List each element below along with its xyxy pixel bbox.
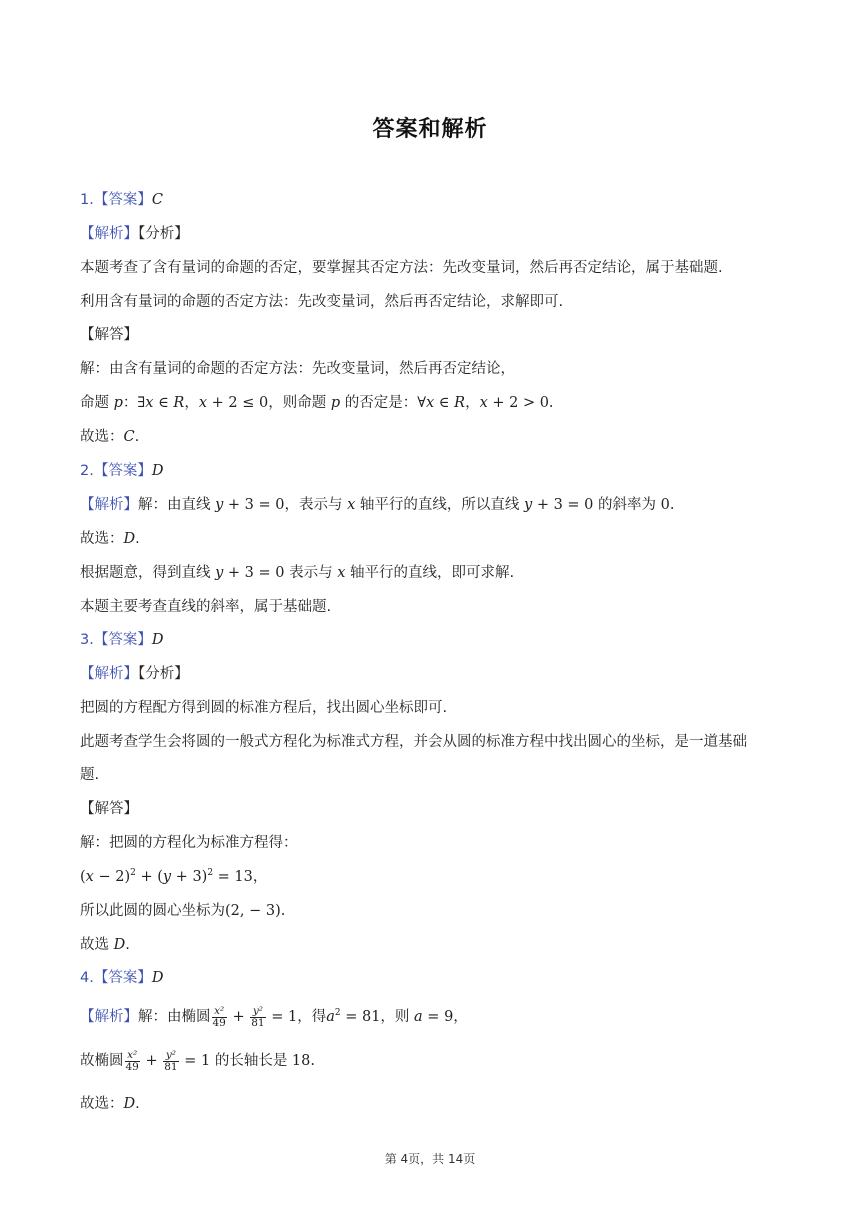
q1-line2: 利用含有量词的命题的否定方法：先改变量词，然后再否定结论，求解即可. [80,294,564,310]
q3-analysis-header [80,663,780,685]
q2-answer: D [151,463,164,479]
q3-line7-seg: . [125,937,130,953]
q3-line1: 把圆的方程配方得到圆的标准方程后，找出圆心坐标即可. [80,700,448,716]
page-footer: 第 4页，共 14页 [384,1152,476,1166]
q3-analysis-tag: 【解析】 [80,666,138,682]
q1-jieda-tag: 【解答】 [80,327,138,343]
q4-answer-tag: 【答案】 [93,970,152,986]
q4-line2 [80,1048,780,1074]
exponent: 2 [207,868,214,879]
q3-line5-seg: + 3) [171,869,208,885]
var-x: x [198,395,208,411]
q4-line1-seg: 解：由椭圆 [138,1009,211,1025]
q4-number: 4. [80,970,94,986]
q2-line1-seg: 轴平行的直线，所以直线 [355,497,525,513]
q1-line5-seg: 故选： [80,429,124,445]
fraction-x2-49 [212,1006,227,1029]
fraction-denominator: 49 [212,1016,226,1029]
q2-number: 2. [80,463,94,479]
q2-line1-seg: + 3 = 0 的斜率为 0. [532,497,675,513]
q3-line3: 题. [80,767,100,783]
q3-line6-seg: 所以此圆的圆心坐标为 [80,903,225,919]
var-a: a [414,1009,423,1025]
q3-jieda-tag: 【解答】 [80,801,138,817]
q2-line3-seg: 轴平行的直线，即可求解. [345,565,515,581]
fraction-y2-81 [163,1050,178,1073]
var-y: y [524,497,533,513]
q4-line3 [80,1093,780,1115]
q4-line2-seg: = 1 的长轴长是 18. [179,1053,315,1069]
q4-analysis-tag: 【解析】 [80,1009,138,1025]
var-a: a [326,1009,335,1025]
q2-line3-seg: 根据题意，得到直线 [80,565,216,581]
q4-line1-seg: = 1，得 [266,1009,327,1025]
q3-answer-tag: 【答案】 [93,632,152,648]
q1-fenxi-tag: 【分析】 [138,226,189,242]
q3-line5-seg: − 2) [93,869,131,885]
fraction-numerator: x² [212,1006,227,1018]
q3-line6 [80,900,780,922]
q4-line2-seg: 故椭圆 [80,1053,124,1069]
q1-answer: C [151,192,163,208]
q2-line1-seg: + 3 = 0，表示与 [223,497,348,513]
q3-line5-seg: = 13， [213,869,268,885]
q1-answer-line [80,189,780,211]
var-y: y [162,869,172,885]
q2-answer-line [80,460,780,482]
q2-analysis-tag: 【解析】 [80,497,138,513]
var-x: x [85,869,94,885]
q3-center-coord: (2, − 3). [225,903,286,919]
q1-line5-seg: . [134,429,140,445]
var-p: p [330,395,341,411]
q1-number: 1. [80,192,94,208]
exponent: 2 [334,1008,341,1019]
q2-line2-seg: 故选： [80,531,124,547]
fraction-y2-81 [250,1006,265,1029]
fraction-denominator: 49 [125,1060,139,1073]
var-y: y [215,497,224,513]
q3-line5 [80,866,780,888]
q1-line3: 解：由含有量词的命题的否定方法：先改变量词，然后再否定结论， [80,361,515,377]
q4-line1 [80,1004,780,1030]
q2-line2-seg: . [135,531,140,547]
exponent: 2 [130,868,136,879]
q3-fenxi-tag: 【分析】 [138,666,189,682]
q4-answer: D [151,970,164,986]
q3-answer: D [151,632,164,648]
var-p: p [113,395,123,411]
q3-line5-seg: ( [80,869,86,885]
fraction-numerator: y² [163,1050,178,1062]
q2-line1-seg: 解：由直线 [138,497,216,513]
q4-line1-seg: = 9， [422,1009,468,1025]
fraction-denominator: 81 [251,1016,265,1029]
q1-line4-seg: ：∃ [122,395,146,411]
var-R: R [173,395,185,411]
plus-sign: + [140,1053,163,1069]
fraction-numerator: x² [125,1050,140,1062]
q1-line4-seg: ∈ [434,395,455,411]
q1-line4-seg: 的否定是：∀ [340,395,426,411]
q2-line1 [80,494,780,516]
q3-line7-seg: 故选 [80,937,114,953]
fraction-numerator: y² [250,1006,265,1018]
q2-line2 [80,528,780,550]
page-title: 答案和解析 [372,117,488,142]
q4-line3-seg: 故选： [80,1096,124,1112]
q1-line4-seg: ∈ [153,395,174,411]
q1-analysis-header [80,223,780,245]
q1-line4-seg: ， [465,395,480,411]
q2-line3-seg: + 3 = 0 表示与 [223,565,338,581]
q3-line2: 此题考查学生会将圆的一般式方程化为标准式方程，并会从圆的标准方程中找出圆心的坐标，是一道基础 [80,734,747,750]
q4-line3-seg: . [135,1096,140,1112]
q1-analysis-tag: 【解析】 [80,226,138,242]
q3-answer-line [80,629,780,651]
var-x: x [479,395,488,411]
var-x: x [337,565,346,581]
q3-number: 3. [80,632,94,648]
q2-line4: 本题主要考查直线的斜率，属于基础题. [80,599,332,615]
q4-answer-line [80,967,780,989]
var-R: R [454,395,466,411]
q1-line1: 本题考查了含有量词的命题的否定，要掌握其否定方法：先改变量词，然后再否定结论，属于基础题. [80,260,723,276]
q1-line4 [80,392,780,414]
q1-line4-seg: 命题 [80,395,114,411]
q1-line4-seg: ， [184,395,199,411]
q2-answer-tag: 【答案】 [93,463,152,479]
q1-choice: C [123,429,135,445]
q4-line1-seg: = 81，则 [340,1009,415,1025]
fraction-x2-49 [125,1050,140,1073]
var-y: y [215,565,224,581]
q3-line7 [80,934,780,956]
q3-line4: 解：把圆的方程化为标准方程得： [80,835,298,851]
var-x: x [426,395,435,411]
q1-line5 [80,426,780,448]
q2-line3 [80,562,780,584]
q1-line4-seg: + 2 > 0. [487,395,554,411]
q2-choice: D [123,531,136,547]
q1-line4-seg: + 2 ≤ 0，则命题 [207,395,331,411]
q1-answer-tag: 【答案】 [93,192,152,208]
fraction-denominator: 81 [164,1060,178,1073]
var-x: x [347,497,356,513]
plus-sign: + [227,1009,250,1025]
var-x: x [145,395,154,411]
q4-choice: D [123,1096,136,1112]
q3-line5-seg: + ( [135,869,163,885]
q3-choice: D [113,937,126,953]
